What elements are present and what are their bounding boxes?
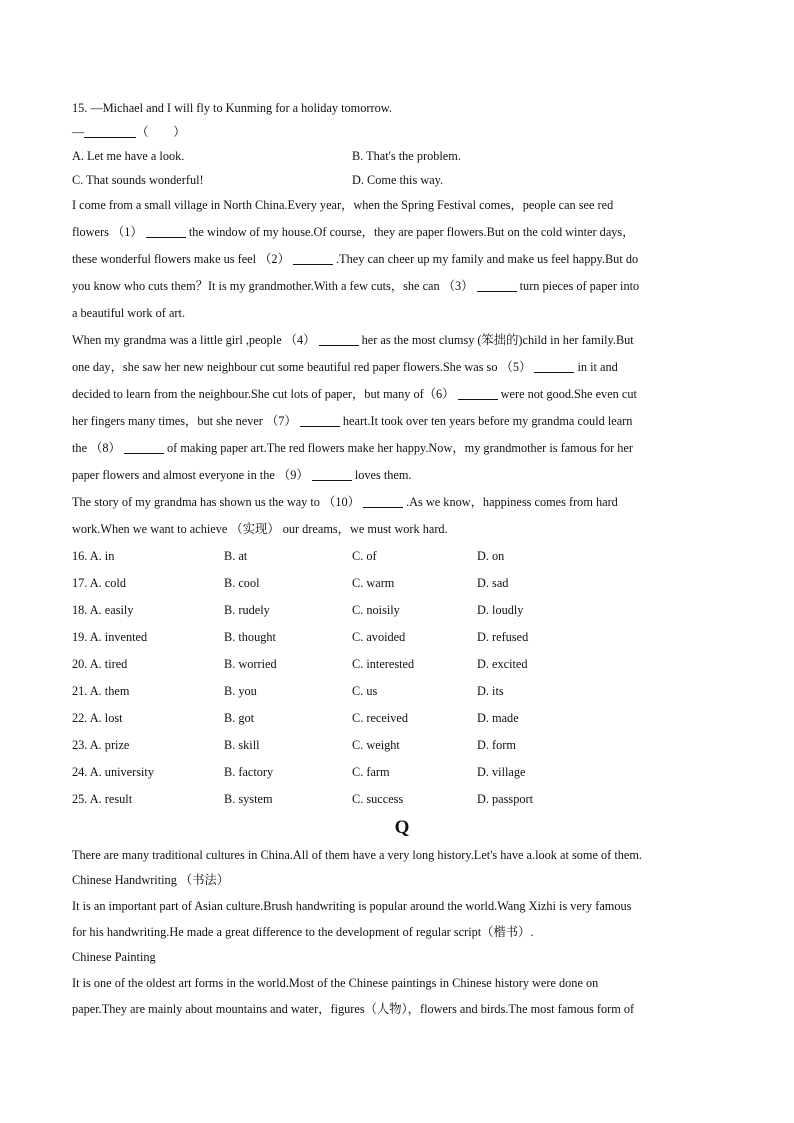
q15-reply: — （ ） bbox=[72, 125, 186, 139]
q15-stem: 15. —Michael and I will fly to Kunming for a holiday tomorrow. bbox=[72, 101, 392, 115]
choice-option[interactable]: 17. A. cold bbox=[72, 576, 126, 590]
choice-option[interactable]: C. success bbox=[352, 792, 404, 806]
q15-option-d[interactable]: D. Come this way. bbox=[352, 173, 444, 187]
passage-line: flowers （1） the window of my house.Of course，they are paper flowers.But on the cold winter days， bbox=[72, 225, 635, 239]
choice-option[interactable]: 19. A. invented bbox=[72, 630, 148, 644]
choice-option[interactable]: D. excited bbox=[477, 657, 528, 671]
choice-option[interactable]: B. thought bbox=[224, 630, 276, 644]
passage-line: these wonderful flowers make us feel （2） .They can cheer up my family and make us feel happy.But do bbox=[72, 252, 639, 266]
choice-row-20 bbox=[72, 651, 732, 678]
cloze-blank-4[interactable] bbox=[319, 331, 359, 346]
passage-line: When my grandma was a little girl ,people （4） her as the most clumsy (笨拙的)child in her family.But bbox=[72, 333, 634, 347]
choice-row-24 bbox=[72, 759, 732, 786]
passage-line: The story of my grandma has shown us the way to （10） .As we know，happiness comes from hard bbox=[72, 495, 618, 509]
choice-option[interactable]: C. farm bbox=[352, 765, 390, 779]
choice-option[interactable]: D. sad bbox=[477, 576, 509, 590]
choice-option[interactable]: D. refused bbox=[477, 630, 529, 644]
cloze-passage bbox=[72, 192, 732, 543]
choice-option[interactable]: 25. A. result bbox=[72, 792, 133, 806]
passage-line: paper flowers and almost everyone in the （9） loves them. bbox=[72, 468, 412, 482]
cloze-blank-3[interactable] bbox=[477, 277, 517, 292]
passage-line: a beautiful work of art. bbox=[72, 306, 186, 320]
section-heading: Chinese Handwriting （书法） bbox=[72, 873, 230, 887]
choice-option[interactable]: B. got bbox=[224, 711, 255, 725]
choice-option[interactable]: D. form bbox=[477, 738, 516, 752]
choice-option[interactable]: C. interested bbox=[352, 657, 415, 671]
choice-grid bbox=[72, 543, 732, 813]
passage-line: It is an important part of Asian culture.Brush handwriting is popular around the world.Wang Xizhi is very famous bbox=[72, 899, 632, 913]
choice-option[interactable]: 24. A. university bbox=[72, 765, 154, 779]
cloze-blank-10[interactable] bbox=[363, 493, 403, 508]
q15-answer-blank[interactable] bbox=[84, 123, 136, 138]
choice-option[interactable]: C. weight bbox=[352, 738, 400, 752]
choice-option[interactable]: D. on bbox=[477, 549, 505, 563]
cloze-blank-1[interactable] bbox=[146, 223, 186, 238]
passage-line: the （8） of making paper art.The red flowers make her happy.Now，my grandmother is famous for her bbox=[72, 441, 633, 455]
choice-option[interactable]: B. skill bbox=[224, 738, 260, 752]
choice-option[interactable]: 20. A. tired bbox=[72, 657, 128, 671]
choice-option[interactable]: 22. A. lost bbox=[72, 711, 123, 725]
choice-row-16 bbox=[72, 543, 732, 570]
choice-option[interactable]: B. you bbox=[224, 684, 257, 698]
choice-row-21 bbox=[72, 678, 732, 705]
choice-row-22 bbox=[72, 705, 732, 732]
choice-row-19 bbox=[72, 624, 732, 651]
cloze-blank-8[interactable] bbox=[124, 439, 164, 454]
section-heading: Chinese Painting bbox=[72, 950, 156, 964]
passage-line: one day，she saw her new neighbour cut some beautiful red paper flowers.She was so （5） in it and bbox=[72, 360, 618, 374]
choice-option[interactable]: C. us bbox=[352, 684, 378, 698]
passage-line: decided to learn from the neighbour.She cut lots of paper，but many of（6） were not good.She even cut bbox=[72, 387, 637, 401]
q15-option-a[interactable]: A. Let me have a look. bbox=[72, 149, 185, 163]
choice-option[interactable]: C. noisily bbox=[352, 603, 400, 617]
choice-option[interactable]: D. passport bbox=[477, 792, 534, 806]
choice-row-18 bbox=[72, 597, 732, 624]
choice-option[interactable]: B. cool bbox=[224, 576, 260, 590]
reading-passage bbox=[72, 843, 732, 1022]
choice-option[interactable]: C. received bbox=[352, 711, 408, 725]
passage-line: I come from a small village in North China.Every year，when the Spring Festival comes，people can see red bbox=[72, 198, 614, 212]
passage-line: It is one of the oldest art forms in the world.Most of the Chinese paintings in Chinese history were done on bbox=[72, 976, 599, 990]
choice-option[interactable]: D. made bbox=[477, 711, 519, 725]
q15-option-b[interactable]: B. That's the problem. bbox=[352, 149, 461, 163]
choice-option[interactable]: B. worried bbox=[224, 657, 277, 671]
passage-line: you know who cuts them？It is my grandmother.With a few cuts，she can （3） turn pieces of paper into bbox=[72, 279, 640, 293]
choice-row-25 bbox=[72, 786, 732, 813]
cloze-blank-7[interactable] bbox=[300, 412, 340, 427]
choice-option[interactable]: 16. A. in bbox=[72, 549, 115, 563]
choice-option[interactable]: B. at bbox=[224, 549, 248, 563]
choice-option[interactable]: B. rudely bbox=[224, 603, 270, 617]
passage-line: her fingers many times，but she never （7） heart.It took over ten years before my grandma could learn bbox=[72, 414, 633, 428]
choice-row-23 bbox=[72, 732, 732, 759]
q15-options-row-1 bbox=[72, 144, 732, 168]
cloze-blank-9[interactable] bbox=[312, 466, 352, 481]
passage-line: paper.They are mainly about mountains and water，figures（人物），flowers and birds.The most famous form of bbox=[72, 1002, 635, 1016]
cloze-blank-2[interactable] bbox=[293, 250, 333, 265]
cloze-blank-5[interactable] bbox=[534, 358, 574, 373]
choice-option[interactable]: 18. A. easily bbox=[72, 603, 134, 617]
choice-option[interactable]: C. of bbox=[352, 549, 377, 563]
choice-option[interactable]: C. avoided bbox=[352, 630, 406, 644]
passage-line: work.When we want to achieve （实现） our dreams，we must work hard. bbox=[72, 522, 448, 536]
choice-option[interactable]: 21. A. them bbox=[72, 684, 130, 698]
q15-options-row-2 bbox=[72, 168, 732, 192]
choice-option[interactable]: D. its bbox=[477, 684, 504, 698]
q15-option-c[interactable]: C. That sounds wonderful! bbox=[72, 173, 204, 187]
choice-option[interactable]: B. factory bbox=[224, 765, 274, 779]
passage-line: for his handwriting.He made a great difference to the development of regular script（楷书）. bbox=[72, 925, 534, 939]
cloze-blank-6[interactable] bbox=[458, 385, 498, 400]
choice-option[interactable]: 23. A. prize bbox=[72, 738, 130, 752]
content-area bbox=[72, 96, 732, 1022]
choice-option[interactable]: D. loudly bbox=[477, 603, 524, 617]
choice-option[interactable]: C. warm bbox=[352, 576, 395, 590]
choice-option[interactable]: D. village bbox=[477, 765, 526, 779]
choice-option[interactable]: B. system bbox=[224, 792, 273, 806]
choice-row-17 bbox=[72, 570, 732, 597]
section-letter: Q bbox=[394, 817, 410, 838]
passage-line: There are many traditional cultures in China.All of them have a very long history.Let's have a.look at some of them. bbox=[72, 848, 642, 862]
